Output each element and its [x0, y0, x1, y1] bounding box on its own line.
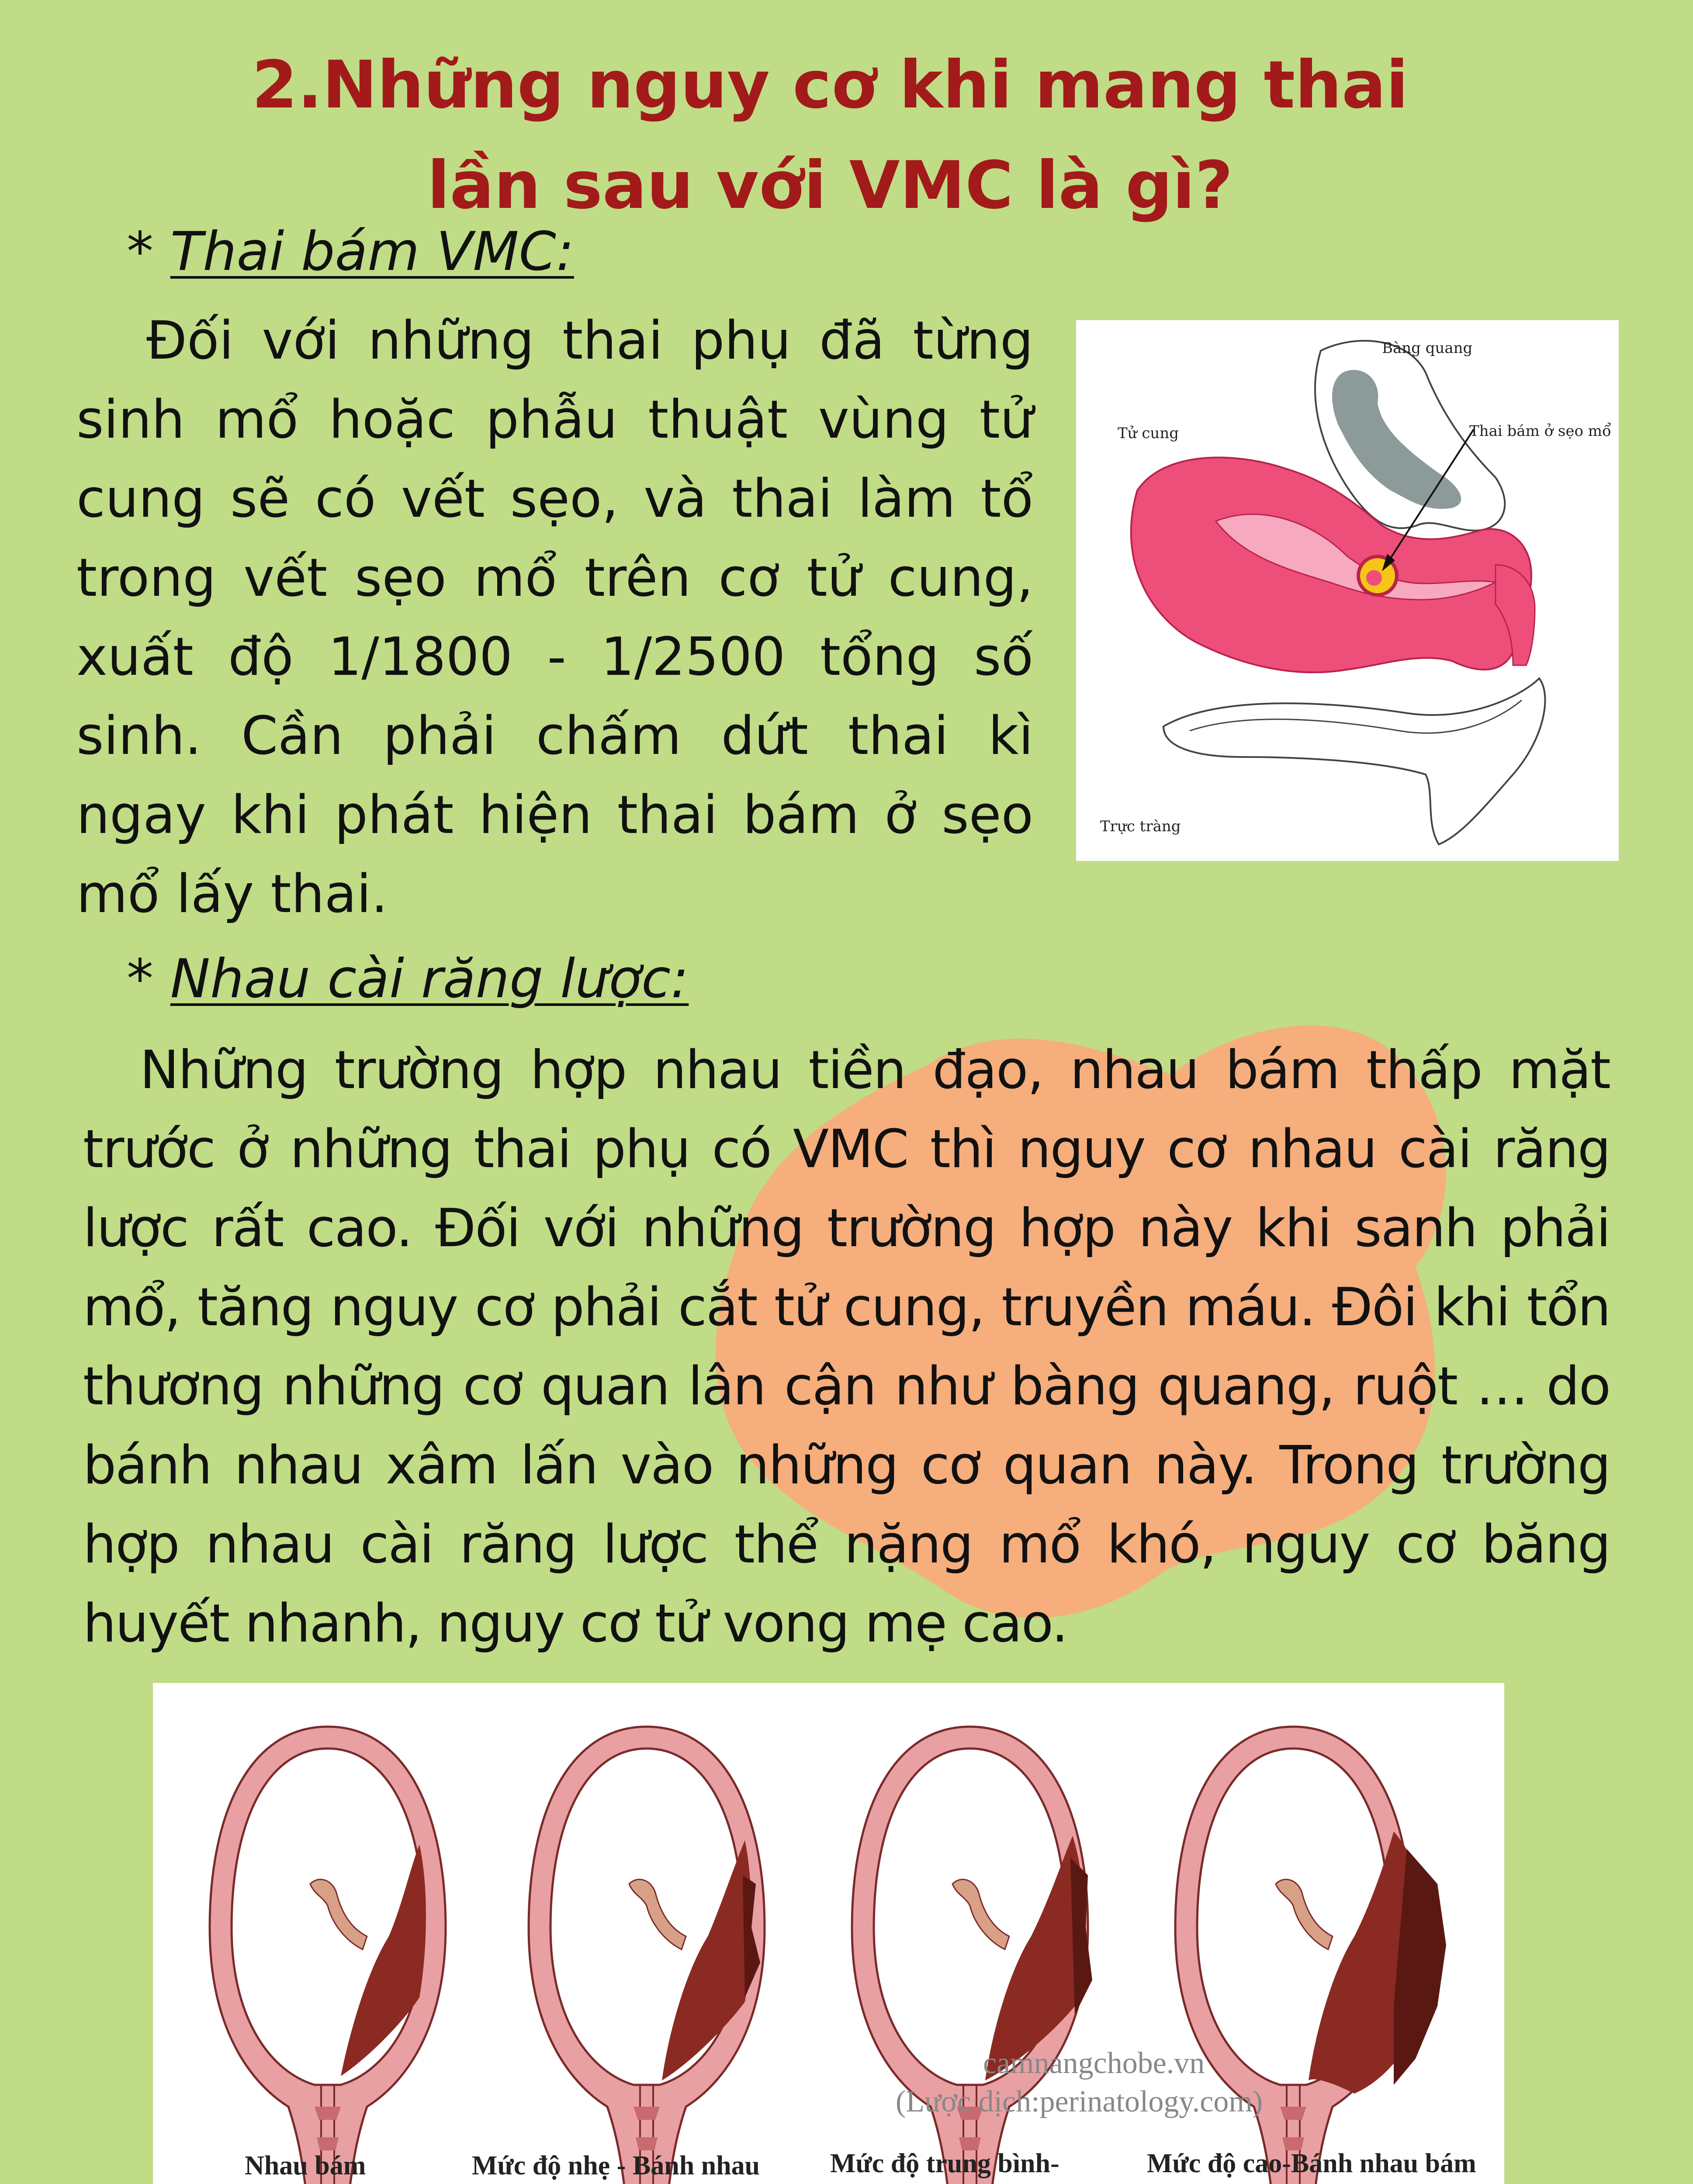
section2-paragraph: Những trường hợp nhau tiền đạo, nhau bám thấp mặt trước ở những thai phụ có VMC thì nguy cơ nhau cài răng lược rất cao. Đối với những trường hợp này khi sanh phải mổ, tăng nguy cơ phải cắt tử cung, truyền máu. Đôi khi tổn thương những cơ quan lân cận như bàng quang, ruột … do bánh nhau xâm lấn vào những cơ quan này. Trong trường hợp nhau cài răng lược thể nặng mổ khó, nguy cơ băng huyết nhanh, nguy cơ tử vong mẹ cao.	[83, 1040, 1610, 1654]
caption-mild: Mức độ nhẹ - Bánh nhau	[472, 2151, 760, 2181]
title-line-1: 2.Những nguy cơ khi mang thai	[252, 47, 1409, 123]
caption-normal: Nhau bám	[245, 2151, 366, 2181]
label-scar-pregnancy: Thai bám ở sẹo mổ	[1469, 422, 1611, 440]
uterus-stage-normal	[210, 1727, 446, 2184]
caption-moderate: Mức độ trung bình-	[830, 2149, 1059, 2178]
section1-heading	[127, 221, 574, 283]
uterus-stage-mild	[529, 1727, 765, 2184]
label-bladder: Bàng quang	[1382, 339, 1473, 357]
watermark-site: camnangchobe.vn	[983, 2046, 1205, 2080]
label-rectum: Trực tràng	[1100, 818, 1181, 835]
scar-pregnancy-diagram	[1076, 320, 1619, 861]
rectum-outline	[1163, 678, 1545, 844]
placenta-accreta-figure	[153, 1683, 1504, 2184]
section1-bullet: *	[127, 221, 170, 283]
section2-bullet: *	[127, 948, 170, 1010]
section1-heading-text: Thai bám VMC:	[170, 221, 574, 283]
section2-heading	[127, 948, 689, 1010]
caption-severe: Mức độ cao-Bánh nhau bám	[1147, 2149, 1476, 2178]
section2-heading-text: Nhau cài răng lược:	[170, 948, 689, 1010]
section1-paragraph: Đối với những thai phụ đã từng sinh mổ hoặc phẫu thuật vùng tử cung sẽ có vết sẹo, và thai làm tổ trong vết sẹo mổ trên cơ tử cung, xuất độ 1/1800 - 1/2500 tổng số sinh. Cần phải chấm dứt thai kì ngay khi phát hiện thai bám ở sẹo mổ lấy thai.	[76, 311, 1033, 925]
label-uterus: Tử cung	[1118, 425, 1179, 442]
watermark-source: (Lược dịch:perinatology.com)	[896, 2085, 1263, 2118]
placenta-stages-svg	[153, 1683, 1504, 2184]
embryo	[1366, 570, 1382, 586]
scar-pregnancy-svg	[1076, 320, 1619, 861]
title-line-2: lần sau với VMC là gì?	[427, 148, 1233, 224]
page-title	[131, 35, 1529, 236]
